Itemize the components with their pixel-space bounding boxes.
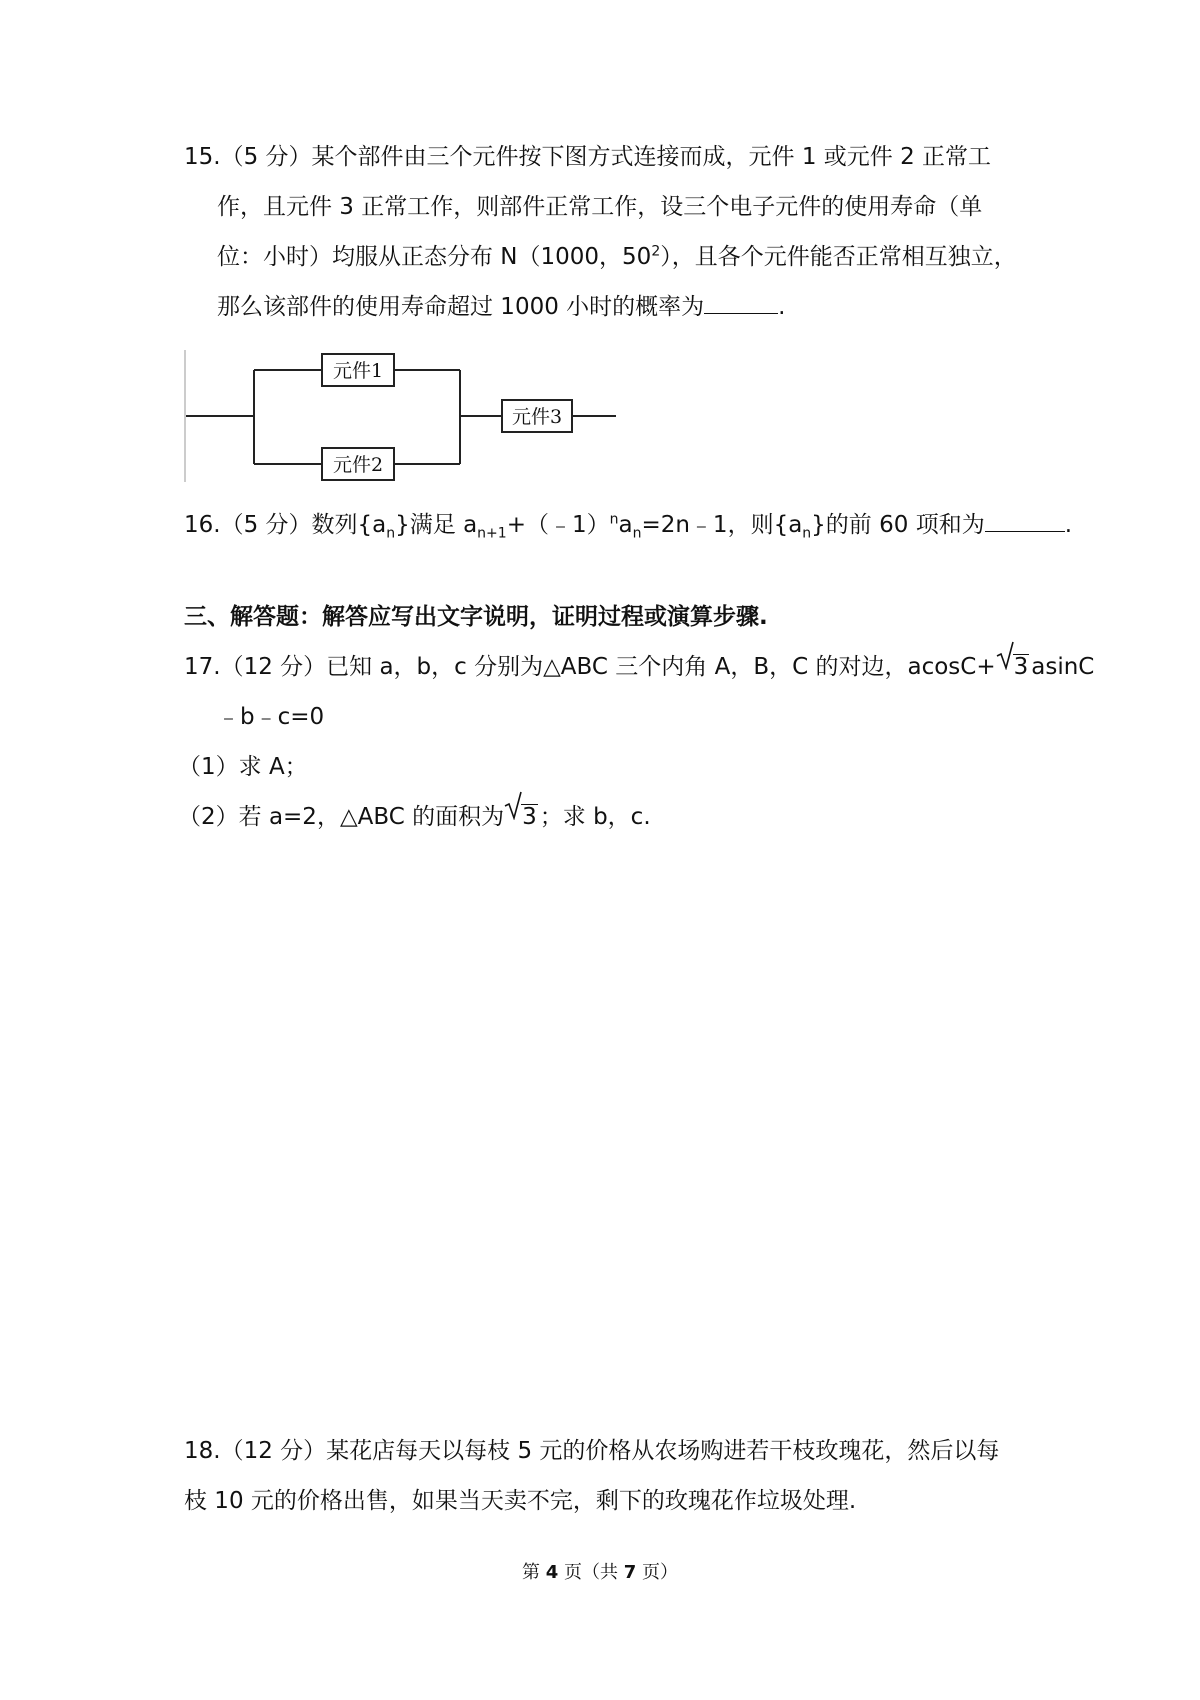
footer-total-pages: 7 bbox=[623, 1562, 637, 1583]
q16-text-1: 16.（5 分）数列{a bbox=[184, 512, 387, 538]
question-17-part-2 bbox=[178, 792, 1034, 842]
footer-text-3: 页） bbox=[636, 1562, 678, 1583]
q17-part2-text-1: （2）若 a=2，△ABC 的面积为 bbox=[178, 804, 505, 830]
sqrt-3-expression bbox=[996, 642, 1030, 692]
footer-text-2: 页（共 bbox=[558, 1562, 624, 1583]
answer-blank-15 bbox=[704, 285, 778, 314]
component-label-2: 元件2 bbox=[332, 454, 384, 476]
question-18-line-1: 18.（12 分）某花店每天以每枝 5 元的价格从农场购进若干枝玫瑰花，然后以每 bbox=[184, 1438, 1000, 1464]
q16-text-5: =2n﹣1，则{a bbox=[641, 512, 803, 538]
q16-subscript-n: n bbox=[386, 525, 396, 542]
q17-part2-text-2: ；求 b，c. bbox=[539, 804, 651, 830]
question-15-line-3-text-end: ），且各个元件能否正常相互独立， bbox=[660, 244, 1017, 270]
section-3-title: 三、解答题：解答应写出文字说明，证明过程或演算步骤. bbox=[184, 604, 768, 630]
question-17-line-1 bbox=[184, 642, 1095, 692]
circuit-diagram-svg bbox=[184, 348, 624, 484]
q17-text-1: 17.（12 分）已知 a，b，c 分别为△ABC 三个内角 A，B，C 的对边，acosC+ bbox=[184, 654, 996, 680]
q16-text-6: }的前 60 项和为 bbox=[811, 512, 985, 538]
component-label-3: 元件3 bbox=[511, 406, 563, 428]
question-18-line-2: 枝 10 元的价格出售，如果当天卖不完，剩下的玫瑰花作垃圾处理. bbox=[184, 1488, 857, 1514]
q16-period: . bbox=[1064, 512, 1073, 538]
q16-superscript-n: n bbox=[609, 511, 619, 528]
sqrt-radicand: 3 bbox=[1013, 654, 1029, 680]
q16-subscript-n-3: n bbox=[802, 525, 812, 542]
question-17-line-2: ﹣b﹣c=0 bbox=[217, 704, 325, 730]
question-15-line-4-text: 那么该部件的使用寿命超过 1000 小时的概率为 bbox=[217, 294, 705, 320]
answer-blank-16 bbox=[985, 503, 1065, 532]
circuit-diagram bbox=[184, 348, 624, 484]
question-15-period: . bbox=[778, 294, 786, 320]
question-15 bbox=[184, 132, 1034, 332]
q16-subscript-n-2: n bbox=[632, 525, 642, 542]
sqrt-radicand-2: 3 bbox=[522, 804, 537, 830]
q17-text-2: asinC bbox=[1031, 654, 1095, 680]
question-17-part-1: （1）求 A； bbox=[178, 754, 308, 780]
question-18 bbox=[184, 1426, 1034, 1526]
question-15-line-4 bbox=[184, 282, 1034, 332]
q16-text-2: }满足 a bbox=[395, 512, 478, 538]
q16-subscript-n-plus-1: n+1 bbox=[477, 525, 507, 542]
question-16 bbox=[184, 500, 1073, 550]
q16-text-3: +（﹣1） bbox=[506, 512, 610, 538]
question-15-line-2: 作，且元件 3 正常工作，则部件正常工作，设三个电子元件的使用寿命（单 bbox=[217, 194, 983, 220]
exponent-2: 2 bbox=[651, 243, 661, 260]
page-footer bbox=[0, 1558, 1200, 1584]
footer-text-1: 第 bbox=[522, 1562, 546, 1583]
question-16-line bbox=[184, 500, 1073, 550]
q16-text-4: a bbox=[618, 512, 633, 538]
question-15-line-3-text: 位：小时）均服从正态分布 N（1000，50 bbox=[217, 244, 652, 270]
footer-page-number: 4 bbox=[545, 1562, 559, 1583]
sqrt-3-area bbox=[504, 792, 538, 842]
question-15-line-3 bbox=[184, 232, 1034, 282]
sqrt-sign-icon-2 bbox=[504, 788, 522, 820]
question-15-line-1: 15.（5 分）某个部件由三个元件按下图方式连接而成，元件 1 或元件 2 正常工 bbox=[184, 144, 992, 170]
component-label-1: 元件1 bbox=[332, 360, 384, 382]
question-17 bbox=[178, 642, 1095, 842]
sqrt-sign-icon bbox=[996, 638, 1014, 670]
